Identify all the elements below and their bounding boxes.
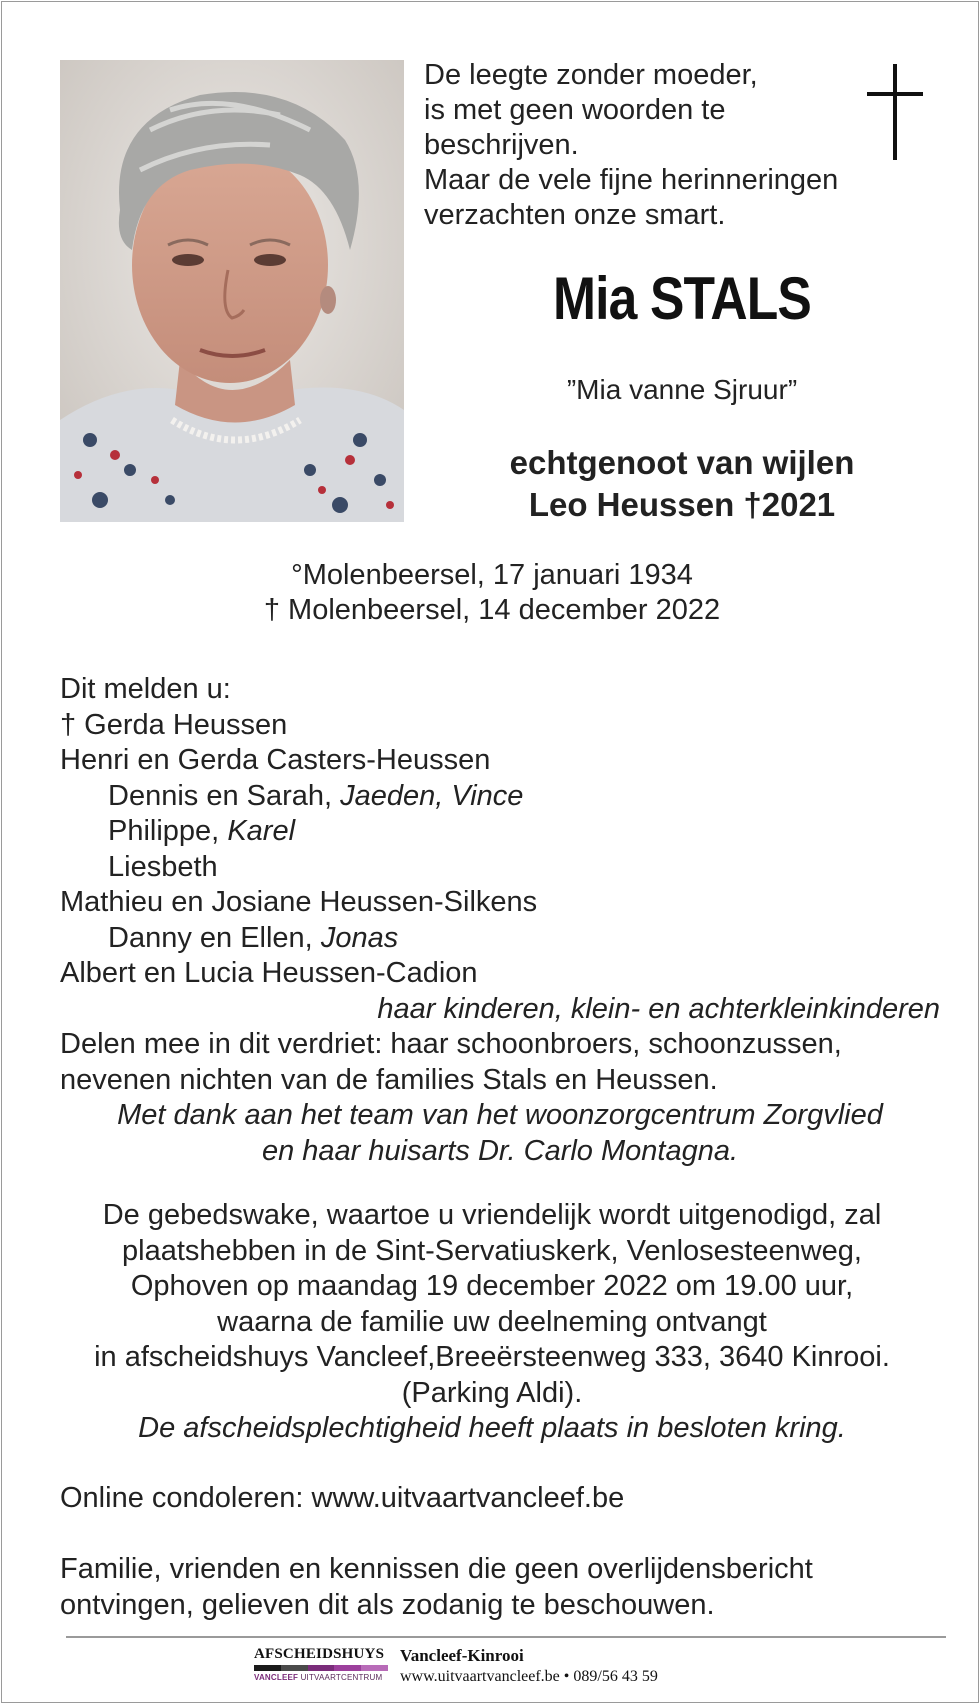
family-list: [60, 672, 940, 1169]
logo-sub-a: VANCLEEF: [254, 1673, 299, 1682]
poem-line: beschrijven.: [424, 129, 579, 161]
company-contact[interactable]: www.uitvaartvancleef.be • 089/56 43 59: [400, 1668, 658, 1685]
family-row: Henri en Gerda Casters-Heussen: [60, 744, 491, 776]
family-row: Delen mee in dit verdriet: haar schoonbroers, schoonzussen,: [60, 1028, 842, 1060]
wake-line: plaatshebben in de Sint-Servatiuskerk, Venlosesteenweg,: [122, 1234, 862, 1267]
family-grandchildren: Jonas: [320, 921, 399, 954]
spouse-line: Leo Heussen †2021: [528, 486, 836, 523]
ceremony-note: De afscheidsplechtigheid heeft plaats in besloten kring.: [138, 1412, 846, 1444]
death-line: † Molenbeersel, 14 december 2022: [263, 594, 721, 626]
family-row: nevenen nichten van de families Stals en Heussen.: [60, 1063, 718, 1096]
thanks-line: en haar huisarts Dr. Carlo Montagna.: [261, 1134, 739, 1167]
funeral-home-logo: [254, 1646, 388, 1682]
birth-line: °Molenbeersel, 17 januari 1934: [291, 559, 693, 591]
family-names: Dennis en Sarah,: [108, 779, 341, 812]
memorial-poem: [424, 58, 864, 233]
closing-line: Familie, vrienden en kennissen die geen overlijdensbericht: [60, 1553, 813, 1585]
family-names: Danny en Ellen,: [108, 921, 321, 954]
wake-line: in afscheidshuys Vancleef,Breeërsteenweg 333, 3640 Kinrooi.: [94, 1341, 890, 1373]
deceased-nickname: ”Mia vanne Sjruur”: [566, 374, 798, 405]
spouse-line: echtgenoot van wijlen: [509, 444, 855, 481]
family-grandchildren: Jaeden, Vince: [340, 779, 524, 812]
closing-note: [60, 1552, 940, 1623]
deceased-name: Mia STALS: [553, 265, 811, 332]
wake-details: [2, 1198, 980, 1447]
family-row: Liesbeth: [108, 850, 218, 883]
logo-sub-b: UITVAARTCENTRUM: [300, 1673, 383, 1682]
poem-line: verzachten onze smart.: [424, 199, 726, 231]
wake-line: (Parking Aldi).: [401, 1376, 583, 1409]
poem-line: De leegte zonder moeder,: [424, 59, 758, 91]
logo-subtitle: [254, 1673, 388, 1682]
logo-title: AFSCHEIDSHUYS: [254, 1646, 385, 1662]
family-row: [60, 814, 940, 850]
company-name: Vancleef-Kinrooi: [400, 1646, 524, 1665]
funeral-home-contact: [400, 1646, 658, 1686]
logo-color-bar: [254, 1665, 388, 1671]
family-summary: [60, 992, 940, 1028]
online-condolence-link[interactable]: Online condoleren: www.uitvaartvancleef.be: [60, 1482, 625, 1514]
family-grandchildren: Karel: [227, 815, 296, 847]
family-summary-text: haar kinderen, klein- en achterkleinkinderen: [377, 992, 940, 1025]
closing-line: ontvingen, gelieven dit als zodanig te beschouwen.: [60, 1588, 715, 1621]
logo-bar-segment: [334, 1665, 361, 1671]
poem-line: Maar de vele fijne herinneringen: [424, 164, 839, 196]
wake-line: Ophoven op maandag 19 december 2022 om 19.00 uur,: [130, 1270, 854, 1302]
family-names: Philippe,: [108, 815, 228, 847]
logo-bar-segment: [281, 1665, 308, 1671]
footer-divider: [66, 1636, 946, 1638]
cross-icon: [867, 64, 923, 160]
obituary-card: [1, 1, 979, 1703]
logo-bar-segment: [254, 1665, 281, 1671]
family-row: Mathieu en Josiane Heussen-Silkens: [60, 886, 538, 918]
family-intro: Dit melden u:: [60, 673, 231, 705]
portrait-photo: [60, 60, 404, 522]
poem-line: is met geen woorden te: [424, 94, 726, 126]
thanks-line: Met dank aan het team van het woonzorgcentrum Zorgvlied: [117, 1099, 883, 1131]
family-row: [60, 921, 940, 957]
family-row: [60, 779, 940, 815]
logo-bar-segment: [361, 1665, 388, 1671]
logo-bar-segment: [308, 1665, 335, 1671]
wake-line: De gebedswake, waartoe u vriendelijk wordt uitgenodigd, zal: [102, 1199, 882, 1231]
wake-line: waarna de familie uw deelneming ontvangt: [217, 1305, 767, 1338]
life-dates: [2, 558, 980, 628]
spouse-info: [422, 442, 942, 526]
family-row: Albert en Lucia Heussen-Cadion: [60, 957, 478, 989]
family-row: † Gerda Heussen: [60, 708, 288, 741]
